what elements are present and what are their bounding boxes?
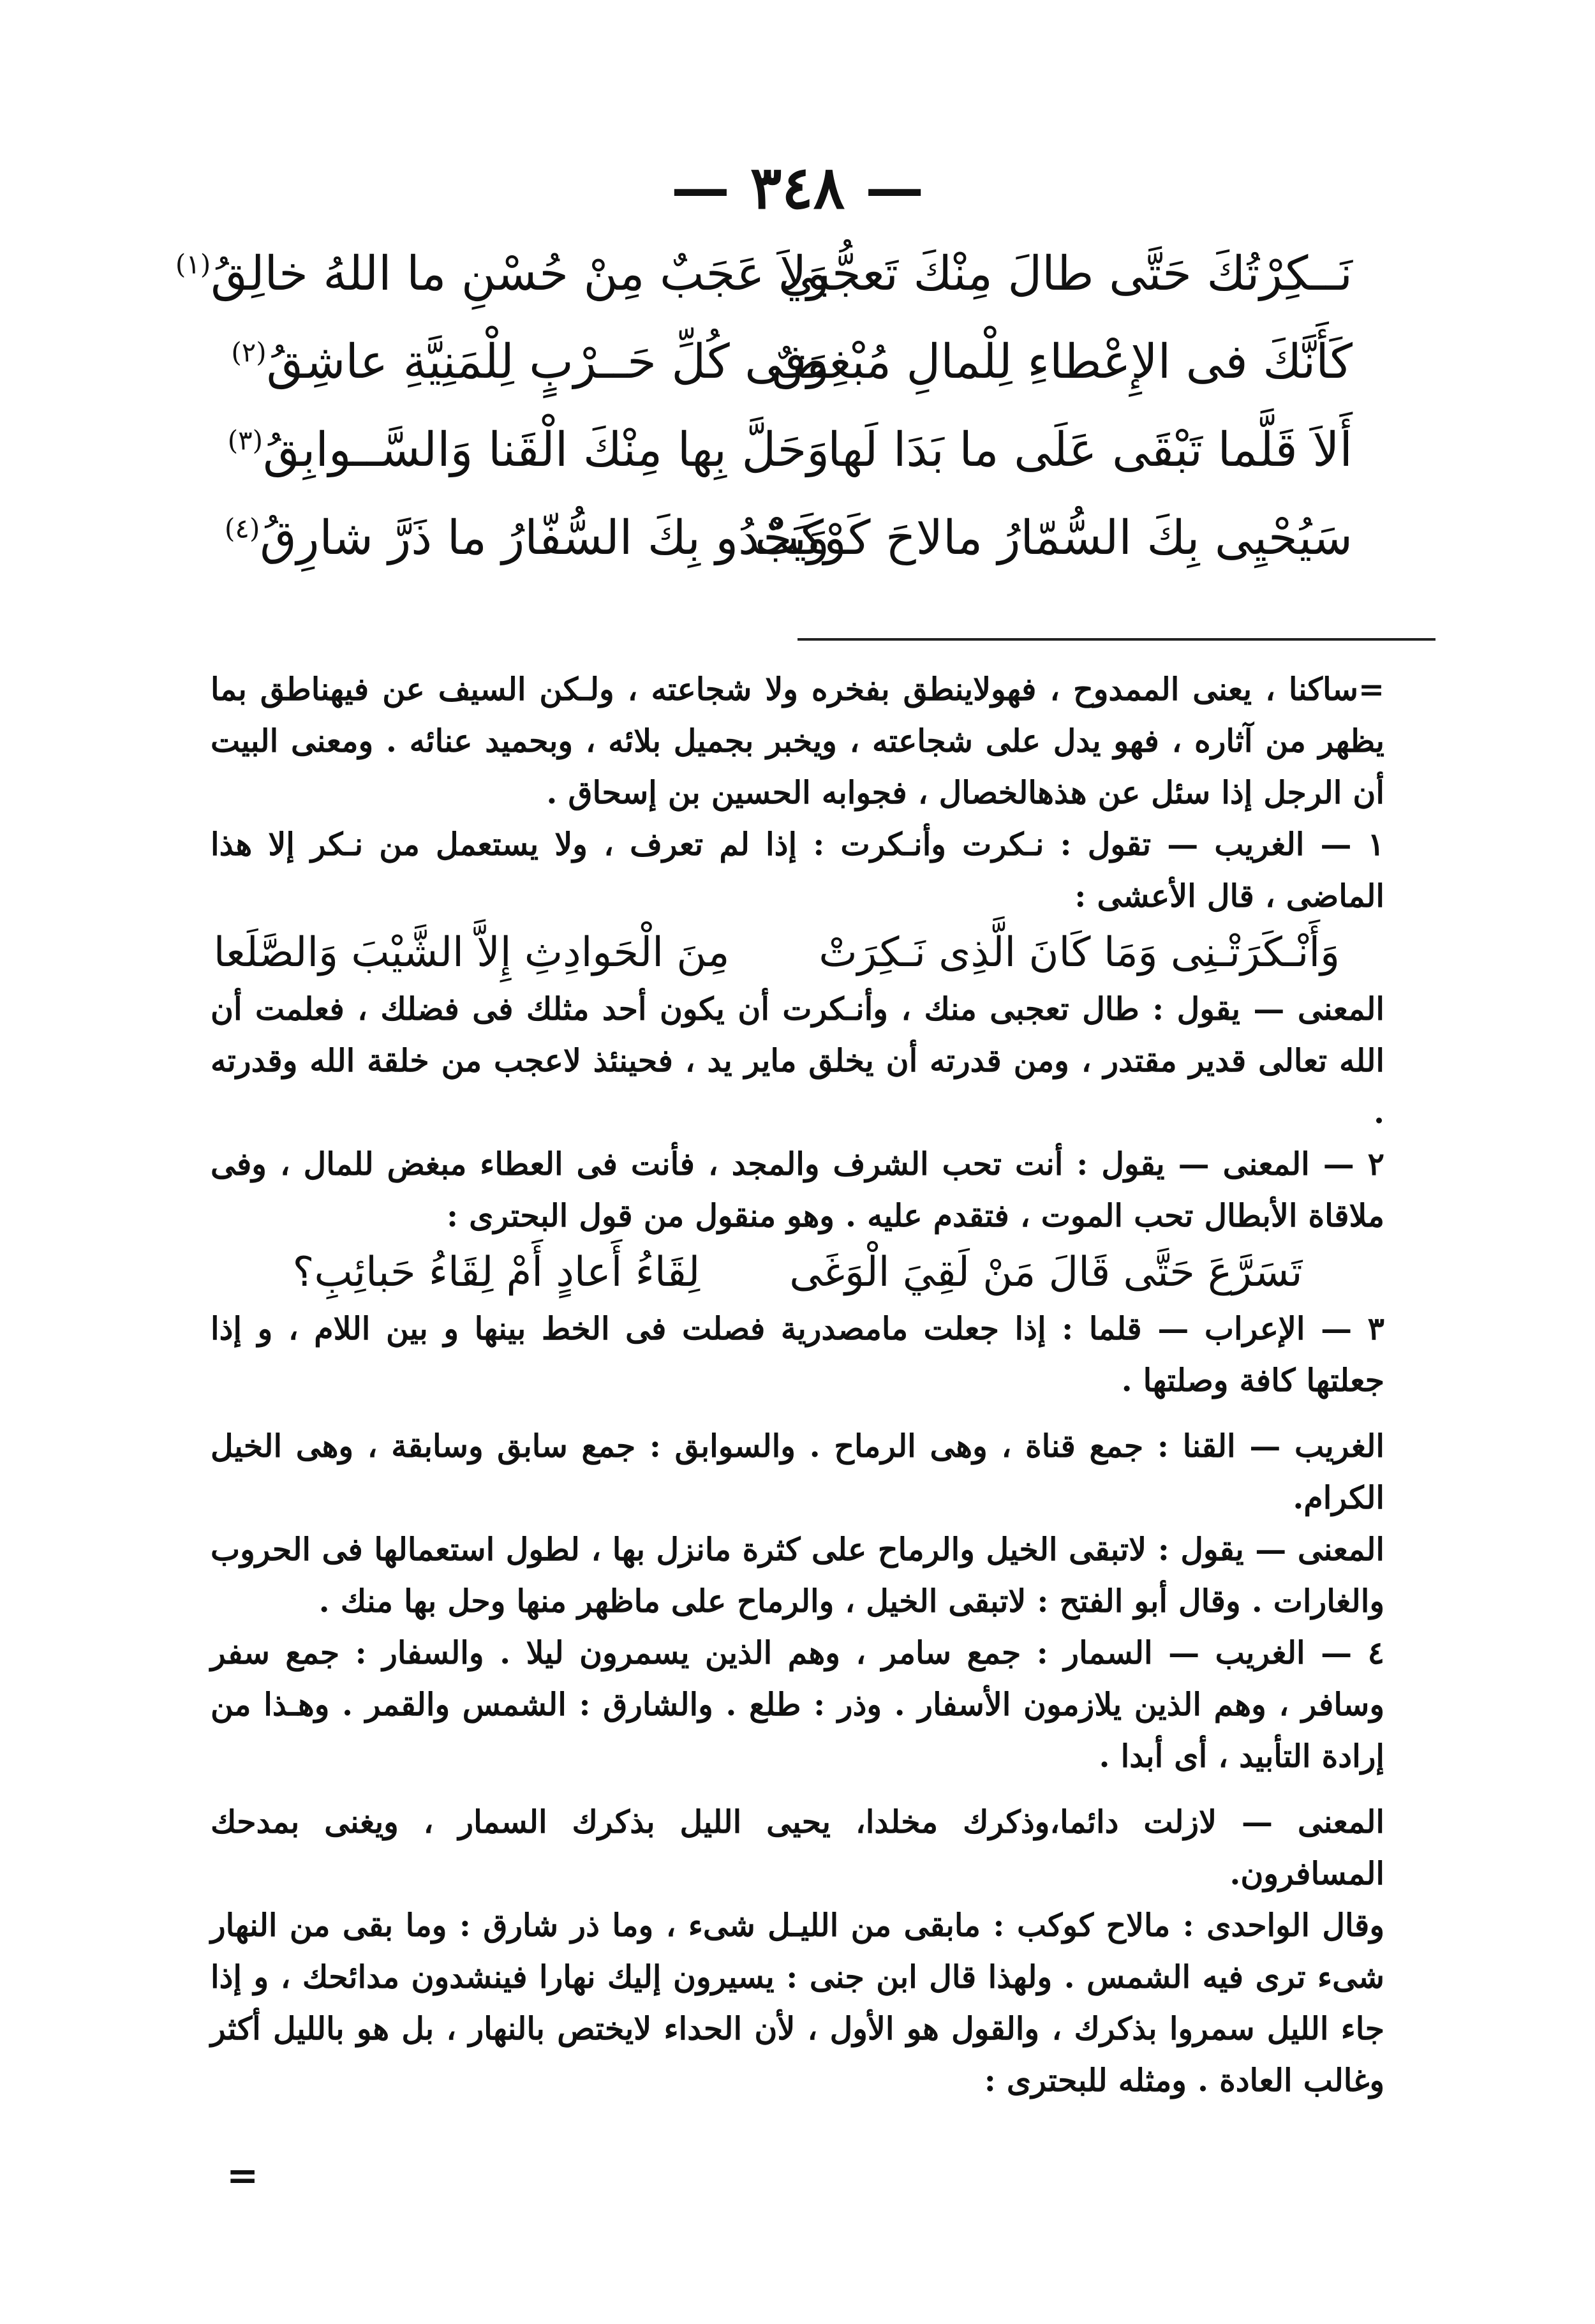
commentary-paragraph: =ساكنا ، يعنى الممدوح ، فهولاينطق بفخره ولا شجاعته ، ولـكن السيف عن فيهناطق بما يظهر من آثاره ، فهو يدل على شجاعته ، ويخبر بجميل بلائه ، وبحميد عنائه . ومعنى البيت أن الرجل إذا سئل عن هذهالخصال ، فجوابه الحسين بن إسحاق . [211, 671, 1384, 811]
separator-rule [798, 638, 1436, 641]
commentary-paragraph: ٣ — الإعراب — قلما : إذا جعلت مامصدرية فصلت فى الخط بينها و بين اللام ، و إذا جعلتها كافة وصلتها . [211, 1310, 1384, 1399]
verse-line [204, 318, 1353, 406]
paragraph-gap [211, 1782, 1384, 1796]
verse-first-hemistich: كَأَنَّكَ فى الإِعْطاءِ لِلْمالِ مُبْغِضٌ [771, 334, 1353, 389]
commentary-paragraph: المعنى — يقول : لاتبقى الخيل والرماح على كثرة مانزل بها ، لطول استعمالها فى الحروب والغارات . وقال أبو الفتح : لاتبقى الخيل ، والرماح على ماظهر منها وحل بها منك . [211, 1531, 1384, 1620]
commentary-paragraph: المعنى — يقول : طال تعجبى منك ، وأنـكرت أن يكون أحد مثلك فى فضلك ، فعلمت أن الله تعالى قدير مقتدر ، ومن قدرته أن يخلق ماير يد ، فحينئذ لاعجب من خلقة الله وقدرته . [211, 990, 1384, 1131]
paragraph-gap [211, 1406, 1384, 1420]
commentary-paragraph: ٢ — المعنى — يقول : أنت تحب الشرف والمجد ، فأنت فى العطاء مبغض للمال ، وفى ملاقاة الأبطال تحب الموت ، فتقدم عليه . وهو منقول من قول البحترى : [211, 1145, 1384, 1234]
verse-line [204, 494, 1353, 582]
commentary-paragraph: الغريب — القنا : جمع قناة ، وهى الرماح . والسوابق : جمع سابق وسابقة ، وهى الخيل الكرام. [211, 1427, 1384, 1516]
quoted-verse [211, 1242, 1384, 1303]
hemistich-text: وَحَلَّ بِها مِنْكَ الْقَنا وَالسَّــوابِقُ [263, 422, 829, 477]
verse-second-hemistich [204, 510, 829, 565]
commentary-paragraph: ١ — الغريب — تقول : نـكرت وأنـكرت : إذا لم تعرف ، ولا يستعمل من نـكر إلا هذا الماضى ، قال الأعشى : [211, 826, 1384, 914]
footnote-mark: (١) [175, 248, 211, 280]
commentary-paragraph: المعنى — لازلت دائما،وذكرك مخلدا، يحيى الليل بذكرك السمار ، ويغنى بمدحك المسافرون. [211, 1803, 1384, 1892]
hemistich-text: وَفى كُلِّ حَــرْبٍ لِلْمَنِيَّةِ عاشِقُ [266, 334, 829, 389]
verse-line [175, 230, 1353, 318]
quoted-hemistich: لِقَاءُ أَعادٍ أَمْ لِقَاءُ حَبائِبِ؟ [292, 1249, 701, 1296]
quoted-hemistich: تَسَرَّعَ حَتَّى قَالَ مَنْ لَقِيَ الْوَغَى [789, 1249, 1303, 1296]
page-number: — ٣٤٨ — [671, 153, 924, 222]
hemistich-text: وَيَحْدُو بِكَ السُّفّارُ ما ذَرَّ شارِقُ [260, 510, 829, 565]
commentary-paragraph: ٤ — الغريب — السمار : جمع سامر ، وهم الذين يسمرون ليلا . والسفار : جمع سفر وسافر ، وهم الذين يلازمون الأسفار . وذر : طلع . والشارق : الشمس والقمر . وهـذا من إرادة التأبيد ، أى أبدا . [211, 1634, 1384, 1775]
commentary-section [211, 664, 1384, 2106]
quoted-verse [211, 922, 1384, 983]
verse-second-hemistich [175, 246, 829, 301]
quoted-hemistich: وَأَنْـكَرَتْـنِى وَمَا كَانَ الَّذِى نَـكِرَتْ [819, 929, 1340, 976]
hemistich-text: وَلاَ عَجَبٌ مِنْ حُسْنِ ما اللهُ خالِقُ [211, 246, 829, 301]
quoted-hemistich: مِنَ الْحَوادِثِ إِلاَّ الشَّيْبَ وَالصَّلَعا [213, 929, 730, 976]
verse-first-hemistich: أَلاَ قَلَّما تَبْقَى عَلَى ما بَدَا لَها [827, 422, 1353, 477]
poem-verses [175, 230, 1353, 582]
continuation-mark: = [226, 2154, 259, 2198]
footnote-mark: (٤) [224, 512, 260, 544]
verse-first-hemistich: سَيُحْيِى بِكَ السُّمّارُ مالاحَ كَوْكَبٌ [755, 510, 1353, 565]
commentary-paragraph: وقال الواحدى : مالاح كوكب : مابقى من الليـل شىء ، وما ذر شارق : وما بقى من النهار شىء ترى فيه الشمس . ولهذا قال ابن جنى : يسيرون إليك نهارا فينشدون مدائحك ، و إذا جاء الليل سمروا بذكرك ، والقول هو الأول ، لأن الحداء لايختص بالنهار ، بل هو بالليل أكثر وغالب العادة . ومثله للبحترى : [211, 1907, 1384, 2099]
verse-second-hemistich [204, 334, 829, 389]
footnote-mark: (٣) [227, 424, 263, 456]
verse-first-hemistich: نَــكِرْتُكَ حَتَّى طالَ مِنْكَ تَعجُّبي [778, 246, 1353, 301]
verse-second-hemistich [204, 422, 829, 477]
footnote-mark: (٢) [231, 336, 267, 368]
verse-line [204, 406, 1353, 494]
